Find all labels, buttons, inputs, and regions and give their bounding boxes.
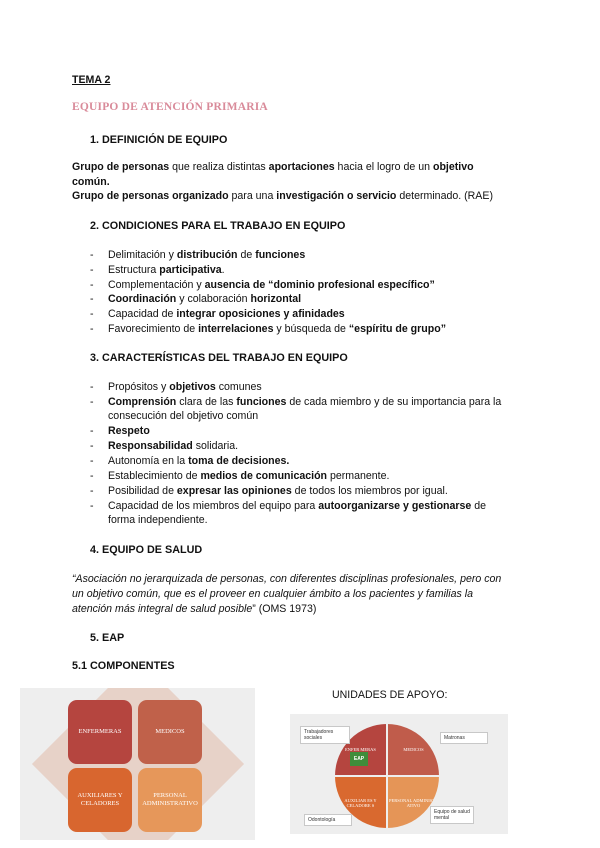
circle-quadrant-administrativo: PERSONAL ADMINISTR ATIVO [388,777,439,828]
subsection-5-1-heading: 5.1 COMPONENTES [72,660,175,672]
support-box-matronas: Matronas [440,732,488,744]
support-box-trabajadores: Trabajadores sociales [300,726,350,744]
bullet-dash: - [90,470,94,482]
bullet-dash: - [90,323,94,335]
document-subtitle: EQUIPO DE ATENCIÓN PRIMARIA [72,101,268,113]
bullet-dash: - [90,279,94,291]
characteristic-item: Responsabilidad solidaria. [108,440,239,452]
condition-item: Favorecimiento de interrelaciones y búsqueda de “espíritu de grupo” [108,323,446,335]
circle-quadrant-medicos: MEDICOS [388,724,439,775]
unidades-apoyo-label: UNIDADES DE APOYO: [332,689,448,701]
quote-line-2: un objetivo común, que es el proveer en cualquier ámbito a los pacientes y familias la [72,588,474,600]
characteristic-item: Comprensión clara de las funciones de cada miembro y de su importancia para la [108,396,502,408]
quote-line-3: atención más integral de salud posible” (OMS 1973) [72,603,317,615]
quadrant-administrativo: PERSONAL ADMINISTRATIVO [138,768,202,832]
condition-item: Capacidad de integrar oposiciones y afinidades [108,308,345,320]
bullet-dash: - [90,440,94,452]
support-box-odontologia: Odontología [304,814,352,826]
section-5-heading: 5. EAP [90,632,125,644]
quadrant-enfermeras: ENFERMERAS [68,700,132,764]
section-2-heading: 2. CONDICIONES PARA EL TRABAJO EN EQUIPO [90,220,346,232]
definition-1: Grupo de personas que realiza distintas aportaciones hacia el logro de un objetivo [72,161,474,173]
bullet-dash: - [90,500,94,512]
circle-quadrant-enfermeras: ENFER MERAS [335,724,386,775]
definition-1-cont: común. [72,176,110,188]
condition-item: Estructura participativa. [108,264,225,276]
support-circle [335,724,439,828]
tema-label: TEMA 2 [72,74,111,86]
bullet-dash: - [90,308,94,320]
characteristic-item: Posibilidad de expresar las opiniones de todos los miembros por igual. [108,485,448,497]
support-units-diagram [290,714,508,834]
characteristic-item: Capacidad de los miembros del equipo para autoorganizarse y gestionarse de [108,500,487,512]
condition-item: Delimitación y distribución de funciones [108,249,306,261]
quadrant-auxiliares: AUXILIARES Y CELADORES [68,768,132,832]
support-box-salud-mental: Equipo de salud mental [430,806,474,824]
section-4-heading: 4. EQUIPO DE SALUD [90,544,203,556]
characteristic-item: Propósitos y objetivos comunes [108,381,262,393]
section-1-heading: 1. DEFINICIÓN DE EQUIPO [90,134,228,146]
definition-2: Grupo de personas organizado para una investigación o servicio determinado. (RAE) [72,190,493,202]
characteristic-item: Establecimiento de medios de comunicación permanente. [108,470,390,482]
bullet-dash: - [90,293,94,305]
condition-item: Complementación y ausencia de “dominio profesional específico” [108,279,435,291]
components-diagram [20,688,255,840]
characteristic-item: Respeto [108,425,150,437]
bullet-dash: - [90,381,94,393]
section-3-heading: 3. CARACTERÍSTICAS DEL TRABAJO EN EQUIPO [90,352,348,364]
characteristic-item-cont: forma independiente. [108,514,208,526]
bullet-dash: - [90,264,94,276]
quadrant-medicos: MEDICOS [138,700,202,764]
circle-quadrant-auxiliares: AUXILIAR ES Y CELADORE S [335,777,386,828]
quote-line-1: “Asociación no jerarquizada de personas, con diferentes disciplinas profesionales, pero con [72,573,502,585]
characteristic-item-cont: consecución del objetivo común [108,410,259,422]
bullet-dash: - [90,249,94,261]
bullet-dash: - [90,425,94,437]
bullet-dash: - [90,455,94,467]
bullet-dash: - [90,396,94,408]
condition-item: Coordinación y colaboración horizontal [108,293,302,305]
eap-badge: EAP [350,752,368,766]
bullet-dash: - [90,485,94,497]
characteristic-item: Autonomía en la toma de decisiones. [108,455,290,467]
